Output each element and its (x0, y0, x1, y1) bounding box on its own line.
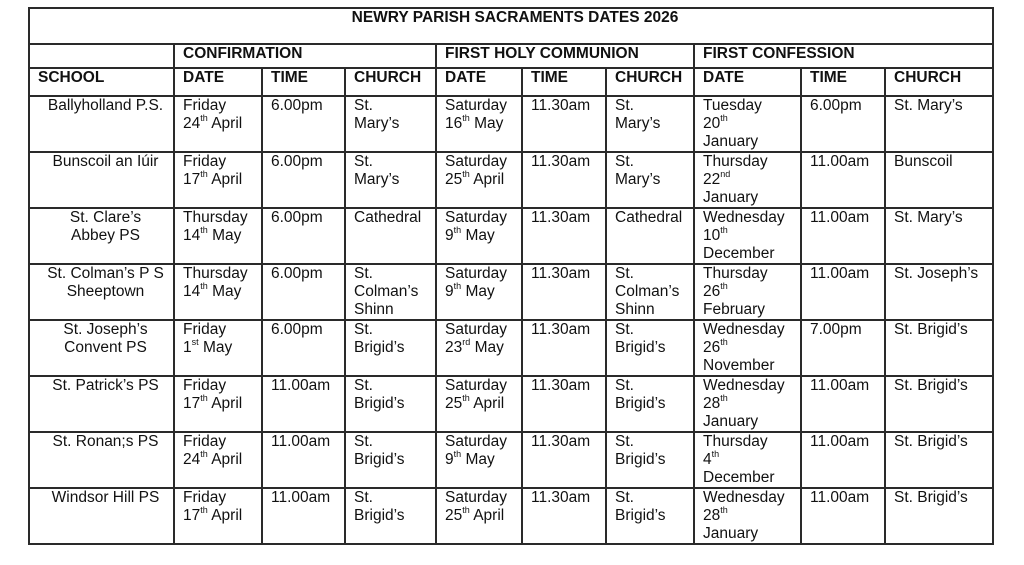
confirmation-church-cell (345, 432, 436, 488)
header-confession-date: DATE (694, 68, 801, 96)
day-number: 25 (445, 507, 463, 524)
church-name-line: Mary’s (615, 171, 661, 188)
ordinal-suffix: th (200, 393, 208, 403)
school-cell (29, 152, 174, 208)
day-name: Saturday (445, 433, 508, 450)
confession-time-cell: 11.00am (801, 208, 885, 264)
day-name: Thursday (183, 209, 248, 226)
ordinal-suffix: th (453, 225, 462, 235)
month-name: January (703, 133, 759, 150)
ordinal-suffix: th (462, 169, 470, 179)
school-name-line: Sheeptown (66, 283, 145, 300)
school-cell (29, 376, 174, 432)
church-name-line: Brigid’s (615, 507, 666, 524)
communion-time-cell: 11.30am (522, 488, 606, 544)
communion-date-cell (436, 264, 522, 320)
confirmation-time-cell: 11.00am (262, 488, 345, 544)
day-name: Friday (183, 433, 227, 450)
day-number: 28 (703, 507, 721, 524)
ordinal-suffix: th (200, 449, 208, 459)
confirmation-date-cell (174, 376, 262, 432)
table-row (29, 320, 993, 376)
confirmation-church-cell (345, 264, 436, 320)
day-number: 1 (183, 339, 192, 356)
confirmation-time-cell: 6.00pm (262, 96, 345, 152)
church-name-line: St. Mary’s (894, 209, 963, 226)
confession-church-cell (885, 320, 993, 376)
church-name-line: St. Brigid’s (894, 433, 968, 450)
confession-date-cell (694, 208, 801, 264)
church-name-line: Colman’s (354, 283, 419, 300)
school-name-line: St. Patrick’s PS (52, 377, 159, 394)
school-name-line: St. Joseph’s (63, 321, 148, 338)
month-name: April (473, 395, 505, 412)
confession-time-cell: 6.00pm (801, 96, 885, 152)
confirmation-time-cell: 6.00pm (262, 264, 345, 320)
school-name-line: Ballyholland P.S. (47, 97, 164, 114)
church-name-line: St. (354, 153, 373, 170)
month-name: May (465, 283, 495, 300)
church-name-line: Mary’s (354, 171, 400, 188)
month-name: April (211, 507, 243, 524)
day-number: 9 (445, 451, 454, 468)
section-blank (29, 44, 174, 68)
school-name-line: Abbey PS (71, 227, 140, 244)
day-number: 16 (445, 115, 463, 132)
header-school: SCHOOL (29, 68, 174, 96)
header-communion-date: DATE (436, 68, 522, 96)
month-name: May (465, 451, 495, 468)
confession-time-cell: 11.00am (801, 376, 885, 432)
confirmation-time-cell: 6.00pm (262, 152, 345, 208)
month-name: April (211, 171, 243, 188)
day-name: Saturday (445, 489, 508, 506)
ordinal-suffix: th (720, 113, 728, 123)
school-cell (29, 264, 174, 320)
ordinal-suffix: th (720, 393, 728, 403)
church-name-line: Shinn (354, 301, 394, 318)
communion-time-cell: 11.30am (522, 208, 606, 264)
church-name-line: St. (615, 377, 634, 394)
ordinal-suffix: st (191, 337, 199, 347)
ordinal-suffix: th (720, 505, 728, 515)
day-number: 23 (445, 339, 463, 356)
church-name-line: St. Brigid’s (894, 377, 968, 394)
table-row (29, 488, 993, 544)
day-number: 25 (445, 395, 463, 412)
school-name-line: St. Clare’s (69, 209, 142, 226)
ordinal-suffix: th (453, 449, 462, 459)
church-name-line: Shinn (615, 301, 655, 318)
table-row (29, 264, 993, 320)
communion-church-cell (606, 376, 694, 432)
communion-church-cell (606, 152, 694, 208)
confirmation-church-cell (345, 488, 436, 544)
confession-church-cell (885, 152, 993, 208)
confession-church-cell (885, 264, 993, 320)
communion-date-cell (436, 152, 522, 208)
communion-time-cell: 11.30am (522, 320, 606, 376)
month-name: April (473, 171, 505, 188)
day-name: Saturday (445, 209, 508, 226)
confirmation-date-cell (174, 488, 262, 544)
day-name: Tuesday (703, 97, 762, 114)
day-number: 17 (183, 395, 201, 412)
school-name-line: Windsor Hill PS (51, 489, 160, 506)
communion-church-cell (606, 96, 694, 152)
ordinal-suffix: th (200, 225, 208, 235)
month-name: April (211, 451, 243, 468)
ordinal-suffix: th (200, 281, 208, 291)
school-cell (29, 96, 174, 152)
day-number: 22 (703, 171, 721, 188)
day-name: Wednesday (703, 489, 785, 506)
church-name-line: St. (354, 97, 373, 114)
day-name: Saturday (445, 153, 508, 170)
day-name: Thursday (183, 265, 248, 282)
communion-church-cell (606, 488, 694, 544)
confirmation-date-cell (174, 152, 262, 208)
ordinal-suffix: th (200, 169, 208, 179)
ordinal-suffix: th (200, 113, 208, 123)
communion-date-cell (436, 376, 522, 432)
confession-date-cell (694, 320, 801, 376)
month-name: January (703, 525, 759, 542)
church-name-line: St. (615, 489, 634, 506)
church-name-line: Brigid’s (615, 395, 666, 412)
month-name: May (474, 339, 504, 356)
day-name: Saturday (445, 377, 508, 394)
confession-date-cell (694, 376, 801, 432)
communion-time-cell: 11.30am (522, 432, 606, 488)
church-name-line: Brigid’s (615, 451, 666, 468)
day-number: 25 (445, 171, 463, 188)
table-row (29, 376, 993, 432)
school-cell (29, 208, 174, 264)
header-confirmation-time: TIME (262, 68, 345, 96)
confession-church-cell (885, 208, 993, 264)
confirmation-date-cell (174, 432, 262, 488)
school-name-line: St. Colman’s P S (47, 265, 164, 282)
school-cell (29, 488, 174, 544)
day-number: 14 (183, 283, 201, 300)
confession-date-cell (694, 152, 801, 208)
church-name-line: Mary’s (615, 115, 661, 132)
confession-date-cell (694, 96, 801, 152)
confirmation-date-cell (174, 208, 262, 264)
church-name-line: St. Joseph’s (894, 265, 979, 282)
church-name-line: Brigid’s (354, 451, 405, 468)
church-name-line: St. (615, 265, 634, 282)
day-number: 20 (703, 115, 721, 132)
confirmation-church-cell (345, 96, 436, 152)
section-confirmation: CONFIRMATION (174, 44, 436, 68)
ordinal-suffix: nd (720, 169, 731, 179)
ordinal-suffix: th (720, 225, 728, 235)
confession-time-cell: 11.00am (801, 152, 885, 208)
day-name: Thursday (703, 265, 768, 282)
day-name: Thursday (703, 433, 768, 450)
confirmation-date-cell (174, 96, 262, 152)
communion-church-cell (606, 320, 694, 376)
day-name: Thursday (703, 153, 768, 170)
school-cell (29, 432, 174, 488)
church-name-line: Brigid’s (354, 395, 405, 412)
month-name: May (465, 227, 495, 244)
communion-time-cell: 11.30am (522, 96, 606, 152)
ordinal-suffix: th (462, 113, 470, 123)
church-name-line: St. Brigid’s (894, 489, 968, 506)
communion-date-cell (436, 96, 522, 152)
confirmation-time-cell: 6.00pm (262, 320, 345, 376)
church-name-line: St. (615, 97, 634, 114)
church-name-line: Cathedral (354, 209, 422, 226)
confession-date-cell (694, 432, 801, 488)
day-number: 17 (183, 171, 201, 188)
church-name-line: St. Mary’s (894, 97, 963, 114)
church-name-line: St. (615, 321, 634, 338)
header-row (29, 68, 993, 96)
communion-church-cell (606, 264, 694, 320)
day-name: Friday (183, 489, 227, 506)
table-row (29, 432, 993, 488)
confirmation-church-cell (345, 376, 436, 432)
section-first-holy-communion: FIRST HOLY COMMUNION (436, 44, 694, 68)
table-row (29, 96, 993, 152)
church-name-line: St. (354, 265, 373, 282)
day-name: Wednesday (703, 377, 785, 394)
confession-date-cell (694, 488, 801, 544)
communion-time-cell: 11.30am (522, 264, 606, 320)
confession-church-cell (885, 488, 993, 544)
day-number: 14 (183, 227, 201, 244)
communion-date-cell (436, 320, 522, 376)
church-name-line: St. (354, 489, 373, 506)
communion-time-cell: 11.30am (522, 152, 606, 208)
confession-time-cell: 11.00am (801, 488, 885, 544)
ordinal-suffix: th (462, 505, 470, 515)
communion-date-cell (436, 488, 522, 544)
day-name: Saturday (445, 97, 508, 114)
day-number: 24 (183, 115, 201, 132)
confirmation-time-cell: 6.00pm (262, 208, 345, 264)
confirmation-time-cell: 11.00am (262, 432, 345, 488)
month-name: April (211, 395, 243, 412)
communion-date-cell (436, 208, 522, 264)
church-name-line: St. (354, 377, 373, 394)
ordinal-suffix: th (462, 393, 470, 403)
day-name: Friday (183, 153, 227, 170)
month-name: December (703, 469, 775, 486)
confirmation-church-cell (345, 152, 436, 208)
day-name: Wednesday (703, 321, 785, 338)
confession-church-cell (885, 376, 993, 432)
day-number: 10 (703, 227, 721, 244)
ordinal-suffix: th (711, 449, 720, 459)
header-confirmation-date: DATE (174, 68, 262, 96)
church-name-line: Brigid’s (354, 339, 405, 356)
confession-time-cell: 7.00pm (801, 320, 885, 376)
day-name: Saturday (445, 265, 508, 282)
church-name-line: Brigid’s (354, 507, 405, 524)
title-row (29, 8, 993, 44)
month-name: May (212, 283, 242, 300)
confirmation-date-cell (174, 264, 262, 320)
month-name: April (211, 115, 243, 132)
day-number: 26 (703, 283, 721, 300)
day-name: Saturday (445, 321, 508, 338)
month-name: February (703, 301, 766, 318)
school-name-line: Convent PS (64, 339, 147, 356)
confirmation-church-cell (345, 208, 436, 264)
day-number: 9 (445, 227, 454, 244)
month-name: April (473, 507, 505, 524)
church-name-line: Mary’s (354, 115, 400, 132)
header-confession-church: CHURCH (885, 68, 993, 96)
church-name-line: Bunscoil (894, 153, 953, 170)
school-name-line: St. Ronan;s PS (52, 433, 159, 450)
header-confession-time: TIME (801, 68, 885, 96)
table-row (29, 208, 993, 264)
church-name-line: St. (615, 433, 634, 450)
day-name: Friday (183, 321, 227, 338)
header-communion-church: CHURCH (606, 68, 694, 96)
confirmation-date-cell (174, 320, 262, 376)
section-first-confession: FIRST CONFESSION (694, 44, 993, 68)
school-cell (29, 320, 174, 376)
month-name: May (202, 339, 233, 356)
header-communion-time: TIME (522, 68, 606, 96)
confession-church-cell (885, 96, 993, 152)
ordinal-suffix: th (453, 281, 462, 291)
ordinal-suffix: th (720, 281, 728, 291)
church-name-line: Colman’s (615, 283, 680, 300)
day-name: Friday (183, 97, 227, 114)
month-name: December (703, 245, 775, 262)
table-title: NEWRY PARISH SACRAMENTS DATES 2026 (29, 8, 993, 44)
day-number: 26 (703, 339, 721, 356)
month-name: January (703, 413, 759, 430)
church-name-line: Cathedral (615, 209, 683, 226)
church-name-line: Brigid’s (615, 339, 666, 356)
confirmation-time-cell: 11.00am (262, 376, 345, 432)
header-confirmation-church: CHURCH (345, 68, 436, 96)
communion-time-cell: 11.30am (522, 376, 606, 432)
ordinal-suffix: th (720, 337, 728, 347)
church-name-line: St. Brigid’s (894, 321, 968, 338)
church-name-line: St. (354, 321, 373, 338)
day-name: Friday (183, 377, 227, 394)
communion-church-cell (606, 432, 694, 488)
church-name-line: St. (354, 433, 373, 450)
confirmation-church-cell (345, 320, 436, 376)
day-name: Wednesday (703, 209, 785, 226)
month-name: May (474, 115, 504, 132)
month-name: May (212, 227, 242, 244)
day-number: 24 (183, 451, 201, 468)
confession-church-cell (885, 432, 993, 488)
month-name: January (703, 189, 759, 206)
confession-time-cell: 11.00am (801, 264, 885, 320)
communion-date-cell (436, 432, 522, 488)
school-name-line: Bunscoil an Iúir (52, 153, 159, 170)
confession-time-cell: 11.00am (801, 432, 885, 488)
ordinal-suffix: th (200, 505, 208, 515)
confession-date-cell (694, 264, 801, 320)
communion-church-cell (606, 208, 694, 264)
month-name: November (703, 357, 775, 374)
day-number: 17 (183, 507, 201, 524)
section-row (29, 44, 993, 68)
day-number: 28 (703, 395, 721, 412)
church-name-line: St. (615, 153, 634, 170)
table-row (29, 152, 993, 208)
day-number: 4 (703, 451, 712, 468)
sacraments-table (28, 7, 994, 545)
ordinal-suffix: rd (462, 337, 471, 347)
day-number: 9 (445, 283, 454, 300)
